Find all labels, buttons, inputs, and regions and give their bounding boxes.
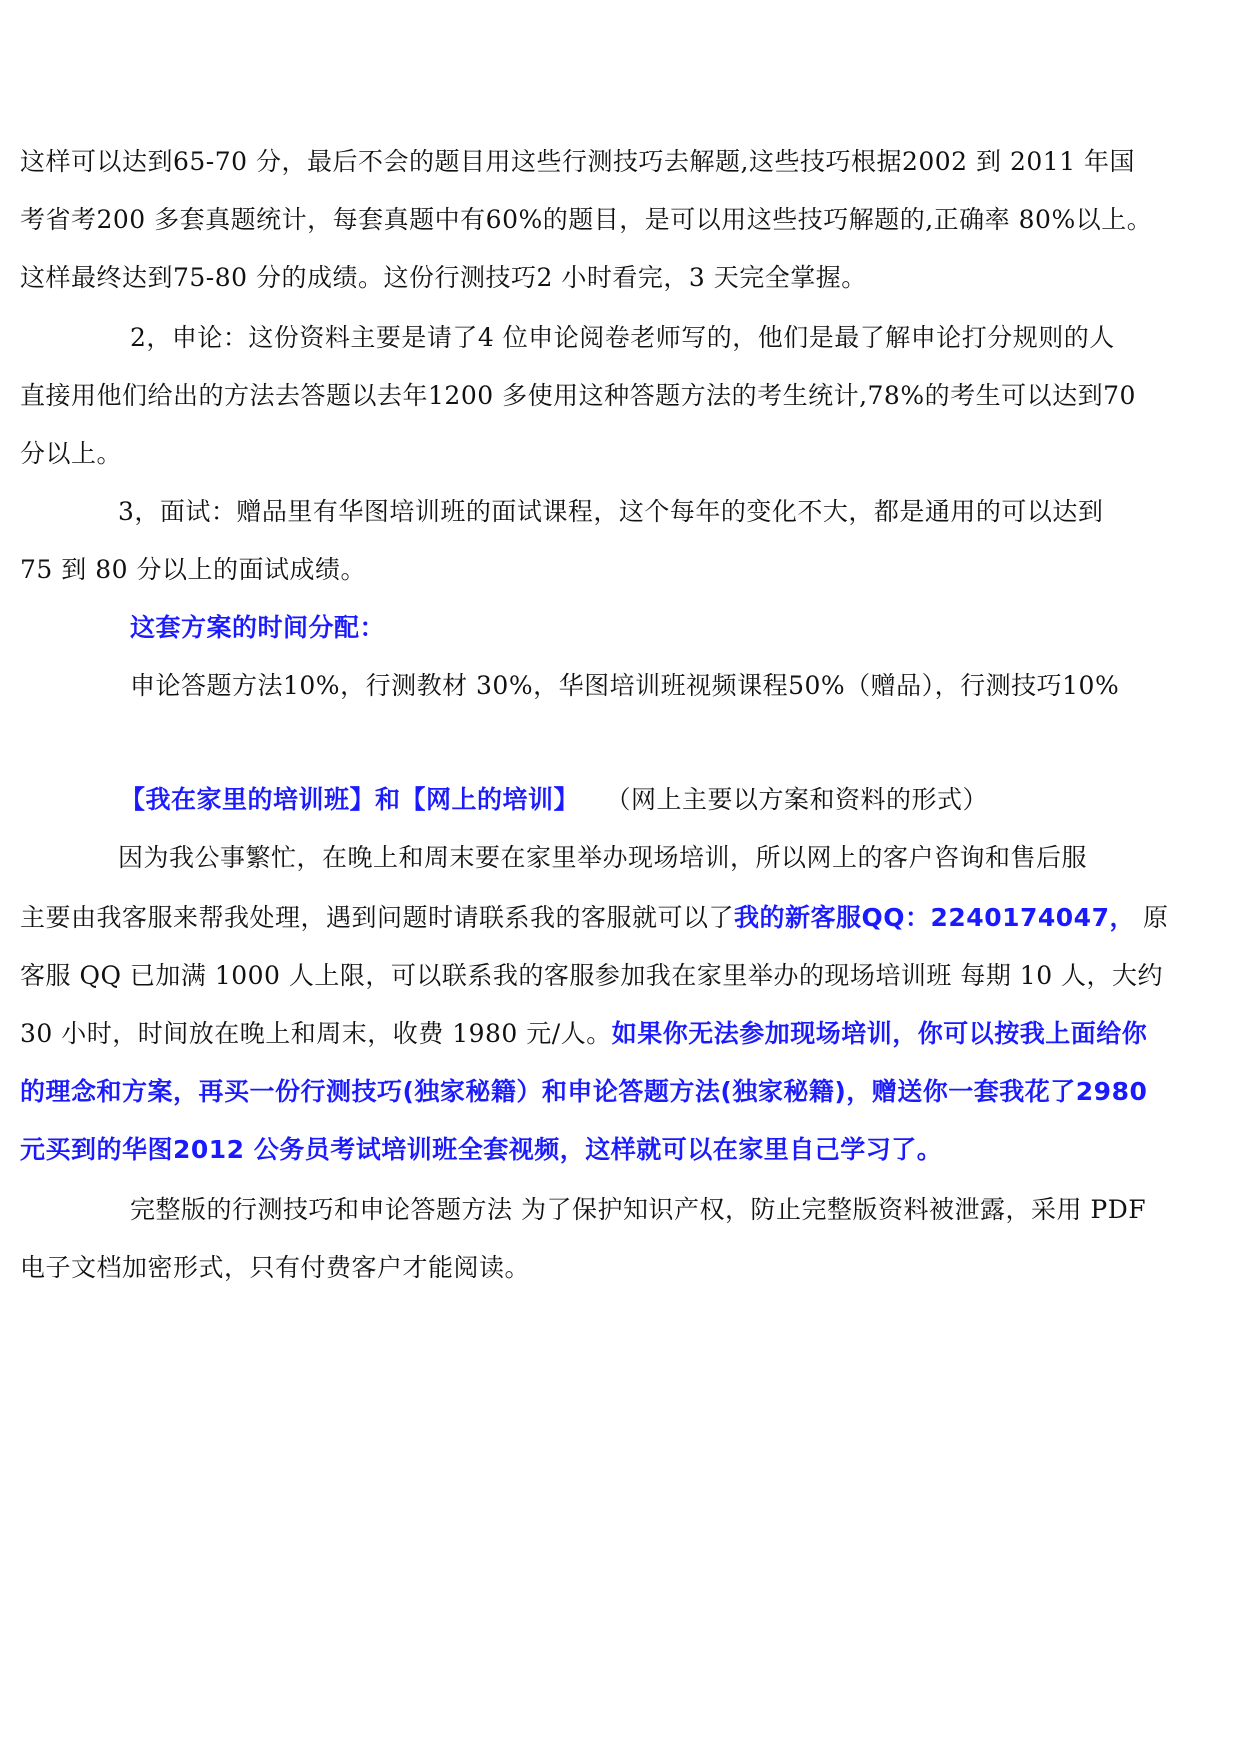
section-heading-row xyxy=(120,784,988,816)
paragraph-line: 3，面试：赠品里有华图培训班的面试课程，这个每年的变化不大，都是通用的可以达到 xyxy=(118,497,1104,526)
highlight-line: 元买到的华图2012 公务员考试培训班全套视频，这样就可以在家里自己学习了。 xyxy=(20,1135,943,1164)
paragraph-line: 这样最终达到75-80 分的成绩。这份行测技巧2 小时看完，3 天完全掌握。 xyxy=(20,263,867,292)
heading-note: （网上主要以方案和资料的形式） xyxy=(605,785,988,814)
paragraph-line: 客服 QQ 已加满 1000 人上限，可以联系我的客服参加我在家里举办的现场培训班 每期 10 人，大约 xyxy=(20,961,1164,990)
highlight-text: 如果你无法参加现场培训，你可以按我上面给你 xyxy=(611,1019,1148,1048)
customer-service-qq: 我的新客服QQ：2240174047， xyxy=(734,903,1135,932)
paragraph-line: 申论答题方法10%，行测教材 30%，华图培训班视频课程50%（赠品），行测技巧10% xyxy=(130,671,1120,700)
section-heading: 【我在家里的培训班】和【网上的培训】 xyxy=(120,785,580,814)
paragraph-line: 这样可以达到65-70 分，最后不会的题目用这些行测技巧去解题,这些技巧根据2002 到 2011 年国 xyxy=(20,147,1136,176)
highlight-line: 的理念和方案，再买一份行测技巧(独家秘籍）和申论答题方法(独家秘籍)，赠送你一套我花了2980 xyxy=(20,1077,1148,1106)
paragraph-line-mixed xyxy=(20,902,1169,934)
paragraph-line: 直接用他们给出的方法去答题以去年1200 多使用这种答题方法的考生统计,78%的考生可以达到70 xyxy=(20,381,1136,410)
text-span: 原 xyxy=(1142,903,1169,932)
section-heading: 这套方案的时间分配： xyxy=(130,613,386,642)
text-span: 主要由我客服来帮我处理，遇到问题时请联系我的客服就可以了 xyxy=(20,903,735,932)
paragraph-line: 完整版的行测技巧和申论答题方法 为了保护知识产权，防止完整版资料被泄露，采用 PDF xyxy=(130,1195,1147,1224)
paragraph-line: 分以上。 xyxy=(20,439,123,468)
paragraph-line: 电子文档加密形式，只有付费客户才能阅读。 xyxy=(20,1253,531,1282)
paragraph-line-mixed xyxy=(20,1018,1147,1050)
text-span: 30 小时，时间放在晚上和周末，收费 1980 元/人。 xyxy=(20,1019,612,1048)
paragraph-line: 因为我公事繁忙，在晚上和周末要在家里举办现场培训，所以网上的客户咨询和售后服 xyxy=(118,843,1088,872)
paragraph-line: 2，申论：这份资料主要是请了4 位申论阅卷老师写的，他们是最了解申论打分规则的人 xyxy=(130,323,1115,352)
paragraph-line: 考省考200 多套真题统计，每套真题中有60%的题目，是可以用这些技巧解题的,正确率 80%以上。 xyxy=(20,205,1153,234)
paragraph-line: 75 到 80 分以上的面试成绩。 xyxy=(20,555,366,584)
